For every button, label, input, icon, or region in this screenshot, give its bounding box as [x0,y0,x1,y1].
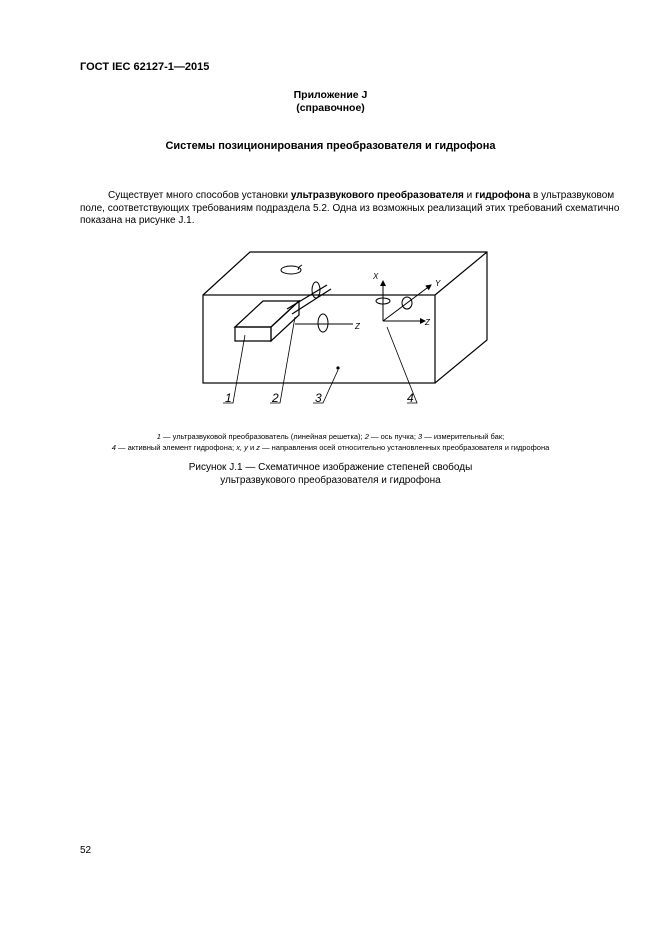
appendix-heading [0,89,661,115]
rotation-arrowhead-top [298,265,302,270]
legend-num-3: 3 [418,432,423,441]
legend-text-6: — направления осей относительно установленных преобразователя и гидрофона [259,442,550,452]
callout-4: 4 [407,391,414,405]
appendix-title: Приложение J [293,89,368,101]
legend-text-2: — ось пучка; [368,432,418,441]
figure-j1-diagram [195,245,505,410]
callout-1: 1 [225,391,232,405]
hydrophone-axes [376,281,431,321]
axis-label-y: Y [435,279,441,288]
legend-line-1 [0,432,661,443]
caption-line-2: ультразвукового преобразователя и гидрофона [220,474,441,486]
callout-2: 2 [272,391,279,405]
legend-num-1: 1 [156,432,161,441]
transducer-side-face [271,301,299,341]
figure-legend [0,432,661,453]
rotation-arrow-beam-icon [318,314,328,332]
legend-axes-xy: x, y [236,442,248,452]
tank-marker-dot [337,367,339,369]
legend-line-2 [0,443,661,454]
section-title: Системы позиционирования преобразователя и гидрофона [165,140,496,152]
appendix-type: (справочное) [296,102,365,114]
paragraph-bold-transducer: ультразвукового преобразователя [290,190,464,201]
callout-3: 3 [315,391,322,405]
figure-caption [0,462,661,487]
paragraph-bold-hydrophone: гидрофона [475,190,531,201]
legend-num-2: 2 [364,432,369,441]
legend-text-4: — активный элемент гидрофона; [115,442,237,452]
legend-axis-z: z [256,442,260,452]
transducer-rod [287,285,327,309]
tank-top-right-edge [435,252,487,295]
legend-num-4: 4 [111,442,116,452]
paragraph-text-3: в ультразвуковом поле, соответствующих требованиям подраздела 5.2. Одна из возможных реализаций этих требований схематично показана на рисунке J.1. [80,190,620,226]
legend-text-1: — ультразвуковой преобразователь (линейная решетка); [160,432,365,441]
page-number: 52 [80,845,92,856]
paragraph-text-2: и [463,190,476,201]
transducer-front-face [235,327,271,341]
standard-header: ГОСТ IEC 62127-1—2015 [80,61,210,73]
transducer [235,285,331,341]
y-axis-arrow-icon [383,285,431,321]
legend-text-5: и [247,442,257,452]
paragraph-text-1: Существует много способов установки [108,190,291,201]
legend-text-3: — измерительный бак; [422,432,505,441]
body-paragraph [80,190,620,228]
axis-label-z-left: Z [355,322,360,331]
axis-label-z-right: Z [425,318,430,327]
caption-line-1: Рисунок J.1 — Схематичное изображение степеней свободы [188,462,473,473]
axis-label-x: X [373,272,379,281]
